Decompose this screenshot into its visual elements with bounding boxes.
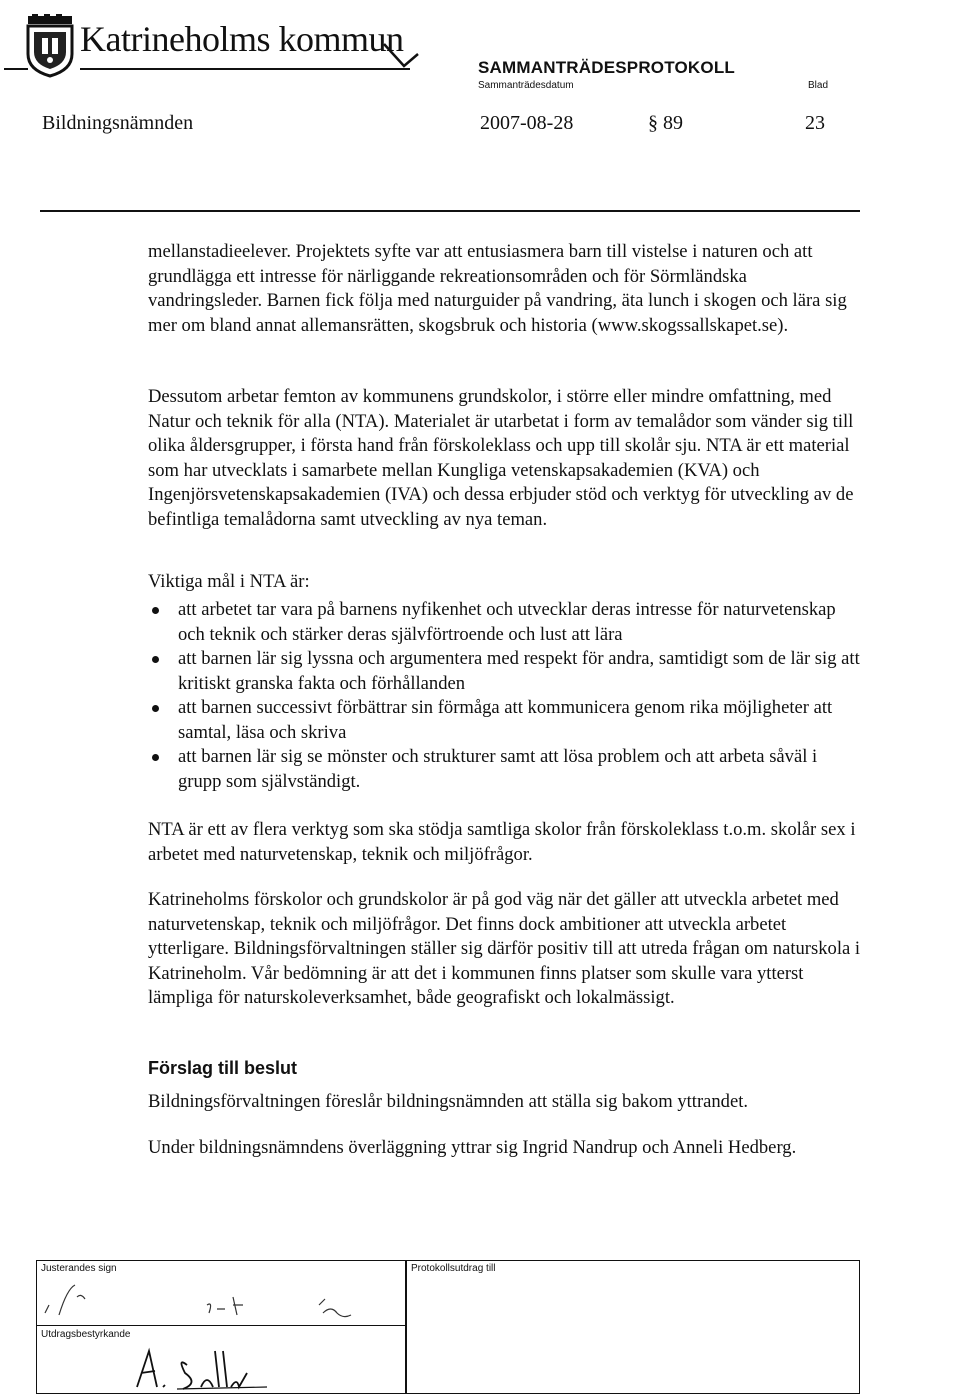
meeting-date-label: Sammanträdesdatum	[478, 80, 574, 91]
extract-box	[406, 1260, 860, 1394]
sheet-label: Blad	[808, 80, 829, 91]
protocol-title: SAMMANTRÄDESPROTOKOLL	[478, 58, 735, 77]
body-paragraph-5: Katrineholms förskolor och grundskolor är på god väg när det gäller att utveckla arbetet med naturvetenskap, teknik och miljöfrågor. Det finns dock ambitioner att utveckla arbetet ytterligare. Bildningsförvaltningen ställer sig därför positiv till att utreda frågan om naturskola i Katrineholm. Vår bedömning är att det i kommunen finns platser som skulle vara ytterst lämpliga för naturskoleverksamhet, både geografiskt och lokalmässigt.	[148, 889, 861, 1008]
list-item: att arbetet tar vara på barnens nyfikenhet och utvecklar deras intresse för naturvetenskap och teknik och stärker deras självförtroende och lust att lära	[148, 598, 863, 647]
justerandes-sign-label: Justerandes sign	[41, 1263, 117, 1274]
initials-signature	[37, 1275, 407, 1325]
utdragsbestyrkande-label: Utdragsbestyrkande	[41, 1329, 131, 1340]
header-divider	[40, 210, 860, 212]
board-name: Bildningsnämnden	[42, 112, 194, 134]
header-left-rule	[4, 68, 28, 70]
goals-intro: Viktiga mål i NTA är:	[148, 571, 310, 592]
paragraph-number: § 89	[648, 112, 683, 134]
goals-list	[148, 598, 863, 794]
body-paragraph-4: NTA är ett av flera verktyg som ska stödja samtliga skolor från förskoleklass t.o.m. skolår sex i arbetet med naturvetenskap, teknik och miljöfrågor.	[148, 819, 856, 865]
list-item: att barnen lär sig lyssna och argumentera med respekt för andra, samtidigt som de lär sig att kritiskt granska fakta och förhållanden	[148, 647, 863, 696]
page-number: 23	[805, 112, 825, 134]
proposal-text: Bildningsförvaltningen föreslår bildningsnämnden att ställa sig bakom yttrandet.	[148, 1091, 749, 1112]
municipality-underline	[80, 68, 410, 70]
list-item: att barnen lär sig se mönster och strukturer samt att lösa problem och att arbeta såväl i grupp som självständigt.	[148, 745, 863, 794]
municipality-name: Katrineholms kommun	[80, 19, 404, 59]
deliberation-text: Under bildningsnämndens överläggning yttrar sig Ingrid Nandrup och Anneli Hedberg.	[148, 1137, 797, 1158]
certifier-signature	[127, 1343, 327, 1393]
brand-swoosh-icon	[380, 40, 420, 70]
signature-divider	[36, 1325, 406, 1326]
proposal-heading: Förslag till beslut	[148, 1058, 298, 1078]
list-item: att barnen successivt förbättrar sin förmåga att kommunicera genom rika möjligheter att samtal, läsa och skriva	[148, 696, 863, 745]
body-paragraph-1: mellanstadieelever. Projektets syfte var att entusiasmera barn till vistelse i naturen och att grundlägga ett intresse för närliggande rekreationsområden och för Sörmländska vandringsleder. Barnen fick följa med naturguider på vandring, äta lunch i skogen och lära sig mer om bland annat allemansrätten, skogsbruk och historia (www.skogssallskapet.se).	[148, 241, 847, 336]
meeting-date: 2007-08-28	[480, 112, 574, 134]
protokollsutdrag-label: Protokollsutdrag till	[411, 1263, 496, 1274]
body-paragraph-2: Dessutom arbetar femton av kommunens grundskolor, i större eller mindre omfattning, med Natur och teknik för alla (NTA). Materialet är utarbetat i form av temalådor som vänder sig till olika åldersgrupper, i första hand från förskoleklass och upp till skolår sju. NTA är ett material som har utvecklats i samarbete mellan Kungliga vetenskapsakademien (KVA) och Ingenjörsvetenskapsakademien (IVA) och dessa erbjuder stöd och verktyg för utveckling av de befintliga temalådorna samt utveckling av nya teman.	[148, 386, 854, 530]
signature-box	[36, 1260, 406, 1394]
municipal-crest-logo	[24, 14, 76, 78]
